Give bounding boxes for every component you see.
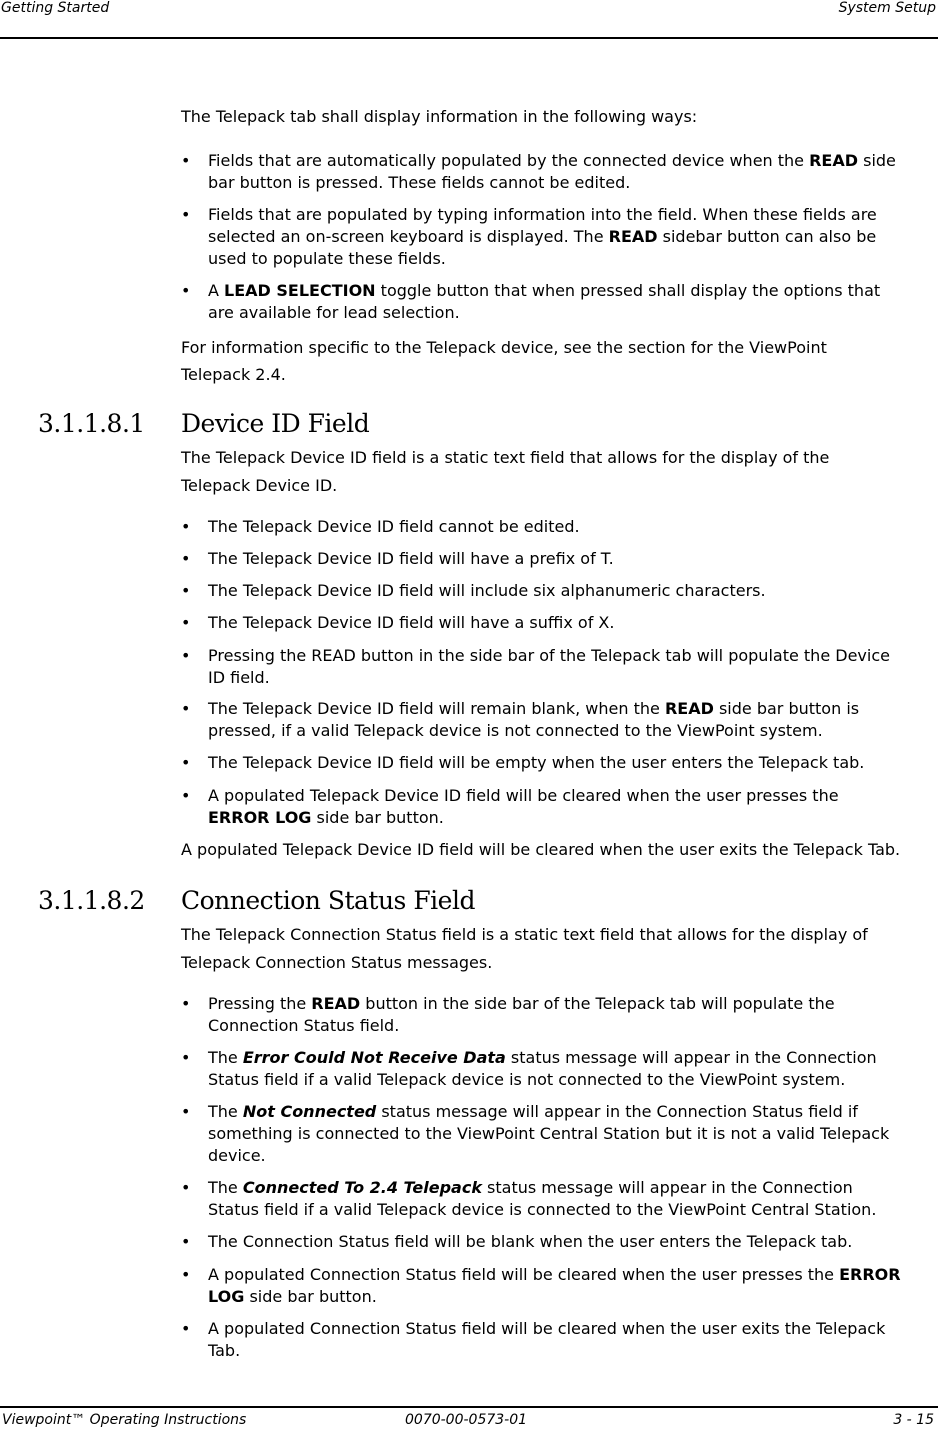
page-header (0, 0, 938, 42)
bullet-text: status message will appear in the Connection Status field if something is connected to the ViewPoint Central Station but it is not a valid Telepack device. (208, 1102, 890, 1165)
bullet-text: side bar button is pressed, if a valid Telepack device is not connected to the ViewPoint system. (208, 699, 860, 740)
bullet-dot: • (181, 581, 191, 600)
footer-document-title: Viewpoint™ Operating Instructions (2, 1412, 247, 1428)
bullet-dot: • (181, 786, 191, 805)
bullet-bold: ERROR LOG (208, 808, 312, 827)
bullet-text: status message will appear in the Connection Status field if a valid Telepack device is not connected to the ViewPoint system. (208, 1048, 877, 1089)
bullet-dot: • (181, 994, 191, 1013)
footer-part-number: 0070-00-0573-01 (405, 1412, 528, 1428)
bullet-bold: READ (311, 994, 361, 1013)
section-title: Connection Status Field (181, 886, 475, 915)
bullet-text: A populated Telepack Device ID field will be cleared when the user presses the (208, 786, 839, 805)
bullet-text: Fields that are automatically populated by the connected device when the (208, 151, 810, 170)
bullet-text: Pressing the (208, 994, 312, 1013)
status-message-name: Error Could Not Receive Data (242, 1048, 506, 1067)
bullet-dot: • (181, 151, 191, 170)
bullet-text: sidebar button can also be used to populate these fields. (208, 227, 877, 268)
status-message-name: Not Connected (242, 1102, 377, 1121)
bullet-bold: READ (664, 699, 714, 718)
bullet-text: A populated Connection Status field will be cleared when the user exits the Telepack Tab. (208, 1319, 886, 1360)
intro-lead: The Telepack tab shall display information in the following ways: (181, 107, 698, 126)
bullet-dot: • (181, 613, 191, 632)
header-rule (0, 37, 938, 39)
bullet-text: The (208, 1178, 243, 1197)
bullet-dot: • (181, 549, 191, 568)
bullet-bold: READ (809, 151, 859, 170)
bullet-text: Pressing the READ button in the side bar of the Telepack tab will populate the Device ID field. (208, 646, 890, 687)
footer-rule (0, 1406, 938, 1408)
section-description: The Telepack Connection Status field is a static text field that allows for the display of Telepack Connection Status messages. (181, 925, 868, 972)
intro-closing: For information specific to the Telepack device, see the section for the ViewPoint Telepack 2.4. (181, 338, 827, 384)
bullet-dot: • (181, 753, 191, 772)
status-message-name: Connected To 2.4 Telepack (242, 1178, 482, 1197)
section-description: The Telepack Device ID field is a static text field that allows for the display of the Telepack Device ID. (181, 448, 830, 495)
bullet-text: The Telepack Device ID field will remain blank, when the (208, 699, 665, 718)
bullet-text: side bar button. (311, 808, 444, 827)
bullet-bold: READ (608, 227, 658, 246)
header-chapter: Getting Started (1, 0, 110, 16)
bullet-dot: • (181, 1048, 191, 1067)
bullet-dot: • (181, 1102, 191, 1121)
bullet-text: status message will appear in the Connection Status field if a valid Telepack device is connected to the ViewPoint Central Station. (208, 1178, 877, 1219)
bullet-text: button in the side bar of the Telepack tab will populate the Connection Status field. (208, 994, 835, 1035)
bullet-text: Fields that are populated by typing information into the field. When these fields are selected an on-screen keyboard is displayed. The (208, 205, 877, 246)
page-number: 3 - 15 (893, 1412, 934, 1428)
bullet-text: The Telepack Device ID field cannot be edited. (208, 517, 580, 536)
bullet-text: The Connection Status field will be blank when the user enters the Telepack tab. (208, 1232, 853, 1251)
bullet-text: The (208, 1102, 243, 1121)
bullet-text: A populated Connection Status field will be cleared when the user presses the (208, 1265, 840, 1284)
bullet-dot: • (181, 1232, 191, 1251)
bullet-text: The Telepack Device ID field will have a suffix of X. (208, 613, 615, 632)
bullet-dot: • (181, 517, 191, 536)
bullet-dot: • (181, 281, 191, 300)
bullet-text: side bar button is pressed. These fields cannot be edited. (208, 151, 896, 192)
bullet-text: The (208, 1048, 243, 1067)
section-title: Device ID Field (181, 409, 370, 438)
bullet-text: The Telepack Device ID field will be empty when the user enters the Telepack tab. (208, 753, 865, 772)
bullet-text: The Telepack Device ID field will include six alphanumeric characters. (208, 581, 766, 600)
page-footer (0, 1400, 938, 1435)
bullet-text: The Telepack Device ID field will have a prefix of T. (208, 549, 614, 568)
bullet-dot: • (181, 646, 191, 665)
bullet-dot: • (181, 1265, 191, 1284)
bullet-text: toggle button that when pressed shall display the options that are available for lead selection. (208, 281, 881, 322)
bullet-text: A (208, 281, 225, 300)
bullet-dot: • (181, 1319, 191, 1338)
bullet-text: side bar button. (244, 1287, 377, 1306)
section-closing: A populated Telepack Device ID field will be cleared when the user exits the Telepack Tab. (181, 840, 901, 859)
bullet-dot: • (181, 1178, 191, 1197)
header-section: System Setup (838, 0, 936, 16)
bullet-bold: ERROR LOG (208, 1265, 901, 1306)
section-number: 3.1.1.8.1 (38, 409, 145, 438)
bullet-dot: • (181, 205, 191, 224)
bullet-bold: LEAD SELECTION (224, 281, 376, 300)
section-number: 3.1.1.8.2 (38, 886, 145, 915)
bullet-dot: • (181, 699, 191, 718)
